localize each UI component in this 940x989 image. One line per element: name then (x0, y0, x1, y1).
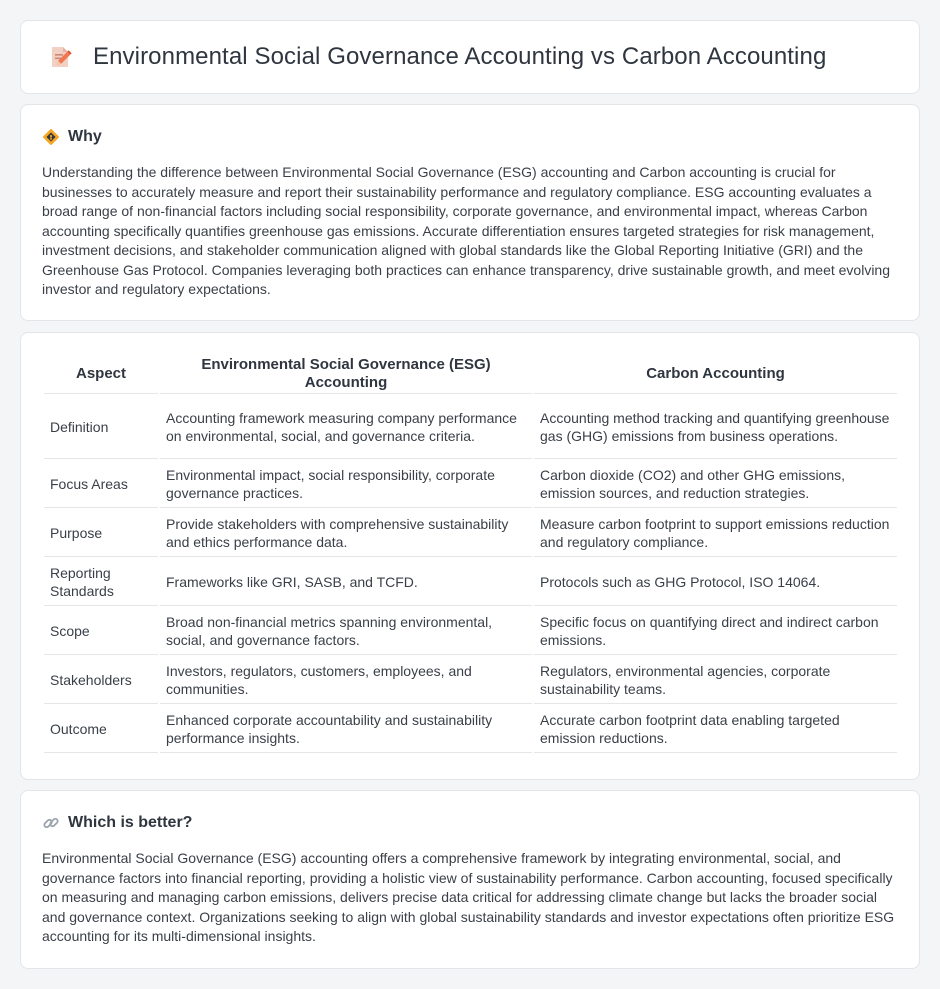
table-row (44, 461, 897, 508)
aspect-cell: Outcome (44, 706, 158, 753)
table-row (44, 396, 897, 459)
better-text: Environmental Social Governance (ESG) accounting offers a comprehensive framework by integrating environmental, social, and governance factors into financial reporting, providing a holistic view of sustainability performance. Carbon accounting, focused specifically on measuring and managing carbon emissions, delivers precise data critical for addressing climate change but lacks the broader social and governance context. Organizations seeking to align with global sustainability standards and investor expectations often prioritize ESG accounting for its multi-dimensional insights. (42, 850, 895, 944)
carbon-cell: Accurate carbon footprint data enabling targeted emission reductions. (534, 706, 897, 753)
carbon-cell: Accounting method tracking and quantifying greenhouse gas (GHG) emissions from business operations. (534, 396, 897, 459)
comparison-table (42, 352, 899, 755)
which-is-better-section (20, 790, 920, 969)
esg-cell: Broad non-financial metrics spanning environmental, social, and governance factors. (160, 608, 532, 655)
carbon-cell: Measure carbon footprint to support emissions reduction and regulatory compliance. (534, 510, 897, 557)
why-section (20, 104, 920, 321)
aspect-cell: Purpose (44, 510, 158, 557)
title-card (20, 20, 920, 94)
table-row (44, 559, 897, 606)
aspect-cell: Focus Areas (44, 461, 158, 508)
esg-cell: Provide stakeholders with comprehensive sustainability and ethics performance data. (160, 510, 532, 557)
page-title: Environmental Social Governance Accounting vs Carbon Accounting (93, 43, 827, 70)
table-header-row (44, 354, 897, 394)
carbon-cell: Carbon dioxide (CO2) and other GHG emissions, emission sources, and reduction strategies. (534, 461, 897, 508)
aspect-cell: Definition (44, 396, 158, 459)
esg-cell: Enhanced corporate accountability and sustainability performance insights. (160, 706, 532, 753)
aspect-cell: Scope (44, 608, 158, 655)
link-icon (42, 814, 60, 832)
esg-cell: Investors, regulators, customers, employees, and communities. (160, 657, 532, 704)
header-esg: Environmental Social Governance (ESG) Accounting (160, 354, 532, 394)
carbon-cell: Regulators, environmental agencies, corporate sustainability teams. (534, 657, 897, 704)
aspect-cell: Stakeholders (44, 657, 158, 704)
esg-cell: Frameworks like GRI, SASB, and TCFD. (160, 559, 532, 606)
table-row (44, 706, 897, 753)
esg-cell: Accounting framework measuring company performance on environmental, social, and governance criteria. (160, 396, 532, 459)
header-carbon: Carbon Accounting (534, 354, 897, 394)
why-text: Understanding the difference between Environmental Social Governance (ESG) accounting and Carbon accounting is crucial for businesses to accurately measure and report their sustainability performance and regulatory compliance. ESG accounting evaluates a broad range of non-financial factors including social responsibility, corporate governance, and environmental impact, whereas Carbon accounting specifically quantifies greenhouse gas emissions. Accurate differentiation ensures targeted strategies for risk management, investment decisions, and stakeholder communication aligned with global standards like the Global Reporting Initiative (GRI) and the Greenhouse Gas Protocol. Companies leveraging both practices can enhance transparency, drive sustainable growth, and meet evolving investor and regulatory expectations. (42, 164, 891, 297)
aspect-cell: Reporting Standards (44, 559, 158, 606)
table-row (44, 657, 897, 704)
warning-sign-icon (42, 128, 60, 146)
why-title: Why (68, 128, 102, 145)
comparison-table-card (20, 332, 920, 780)
carbon-cell: Specific focus on quantifying direct and indirect carbon emissions. (534, 608, 897, 655)
header-aspect: Aspect (44, 354, 158, 394)
carbon-cell: Protocols such as GHG Protocol, ISO 14064. (534, 559, 897, 606)
esg-cell: Environmental impact, social responsibility, corporate governance practices. (160, 461, 532, 508)
document-pencil-icon (47, 44, 73, 70)
table-row (44, 608, 897, 655)
table-row (44, 510, 897, 557)
better-title: Which is better? (68, 814, 193, 831)
